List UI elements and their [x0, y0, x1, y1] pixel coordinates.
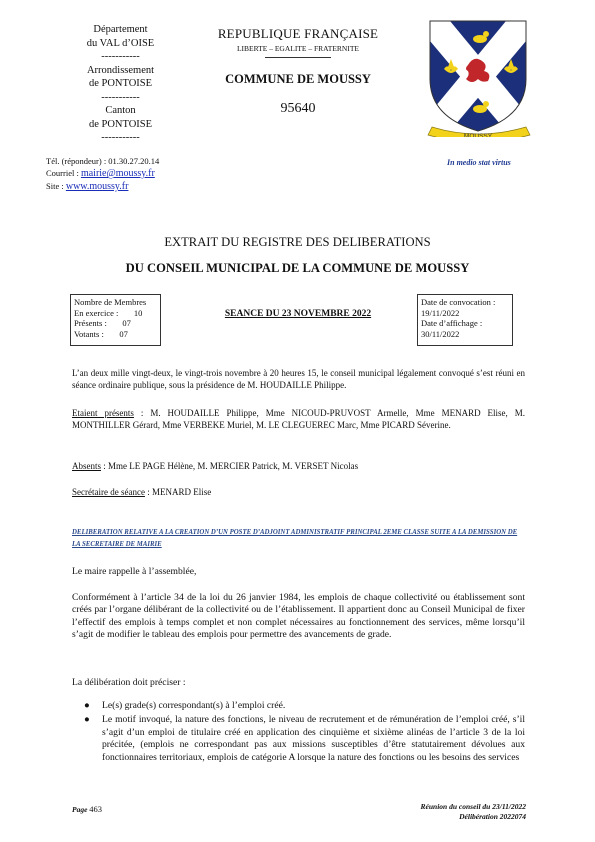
deliberation-requirements: La délibération doit préciser :	[72, 677, 186, 688]
deliberation-ref: Délibération 2022074	[459, 812, 526, 821]
republic-motto: LIBERTE – EGALITE – FRATERNITE	[236, 44, 360, 53]
republic-header	[200, 26, 396, 117]
members-label: Présents :	[74, 318, 107, 328]
dates-box	[417, 294, 513, 346]
affichage-label: Date d’affichage :	[421, 318, 483, 328]
list-item	[72, 700, 525, 712]
page-num: 463	[89, 804, 103, 814]
admin-separator: -----------	[101, 51, 140, 62]
site-label: Site :	[46, 181, 66, 191]
presents-label: Etaient présents	[72, 408, 134, 418]
convocation-date: 19/11/2022	[421, 307, 460, 318]
phone-number: Tél. (répondeur) : 01.30.27.20.14	[46, 156, 160, 166]
page-label: Page	[72, 805, 90, 814]
reunion-ref: Réunion du conseil du 23/11/2022	[420, 802, 526, 811]
secretary-paragraph	[72, 486, 525, 498]
email-link[interactable]: mairie@moussy.fr	[80, 168, 155, 179]
page-number	[72, 804, 102, 814]
affichage-date: 30/11/2022	[421, 328, 460, 339]
admin-line: Département	[93, 24, 148, 35]
members-heading: Nombre de Membres	[74, 297, 147, 307]
republic-title: REPUBLIQUE FRANÇAISE	[217, 26, 379, 41]
administrative-info	[38, 23, 203, 145]
arms-banner-text: MOUSSY	[463, 133, 493, 137]
bullet-icon: ●	[84, 700, 90, 711]
footer-reference	[330, 802, 526, 822]
conformement-paragraph: Conformément à l’article 34 de la loi du 26 janvier 1984, les emplois de chaque collectivité ou établissement sont créés par l’organe délibérant de la collectivité ou de l’établissement. Il appartient donc au Conseil Municipal de fixer l’effectif des emplois à temps complet et non complet nécessaires au fonctionnement des services, même lorsqu’il s’agit de modifier le tableau des emplois pour permettre des avancements de grade.	[72, 592, 525, 641]
list-item-text: Le(s) grade(s) correspondant(s) à l’emploi créé.	[102, 700, 286, 711]
commune-name: COMMUNE DE MOUSSY	[225, 72, 371, 86]
postal-code: 95640	[280, 101, 316, 116]
council-title: DU CONSEIL MUNICIPAL DE LA COMMUNE DE MOUSSY	[125, 261, 470, 275]
admin-line: Arrondissement	[86, 64, 155, 76]
presents-list: : M. HOUDAILLE Philippe, Mme NICOUD-PRUVOST Armelle, Mme MENARD Elise, M. MONTHILLER Gérard, Mme VERBEKE Muriel, M. LE CLEGUEREC Marc, Mme PICARD Séverine.	[72, 408, 525, 431]
register-title: EXTRAIT DU REGISTRE DES DELIBERATIONS	[164, 235, 431, 249]
maire-rappelle: Le maire rappelle à l’assemblée,	[72, 566, 197, 577]
members-row	[74, 308, 157, 319]
admin-separator: -----------	[101, 91, 140, 103]
members-value: 07	[119, 328, 128, 339]
admin-line: du VAL d’OISE	[86, 37, 155, 49]
seance-date: SEANCE DU 23 NOVEMBRE 2022	[224, 309, 372, 319]
members-value: 07	[122, 318, 131, 328]
deliberation-title: DELIBERATION RELATIVE A LA CREATION D’UN POSTE D’ADJOINT ADMINISTRATIF PRINCIPAL 2EME CLASSE SUITE A LA DEMISSION DE LA SECRETAIRE DE MAIRIE	[72, 529, 518, 548]
members-label: En exercice :	[74, 307, 119, 318]
list-item-text: Le motif invoqué, la nature des fonctions, le niveau de recrutement et de rémunération de l’emploi créé, s’il s’agit d’un emploi de titulaire créé en application des cinquième et sixième alinéas de l’article 3 de la loi précitée, (emplois ne correspondant pas aux missions susceptibles d’être statutairement dévolues aux fonctionnaires territoriaux, emplois de catégorie A lorsque la nature des fonctions ou les besoins des services	[102, 714, 525, 763]
absents-list: : Mme LE PAGE Hélène, M. MERCIER Patrick, M. VERSET Nicolas	[101, 461, 359, 471]
admin-separator: -----------	[101, 132, 140, 143]
secretary-name: : MENARD Elise	[144, 487, 212, 497]
presents-paragraph	[72, 407, 525, 431]
absents-label: Absents	[72, 461, 101, 471]
members-box	[70, 294, 161, 346]
members-row	[74, 329, 157, 340]
email-label: Courriel :	[46, 168, 81, 178]
website-link[interactable]: www.moussy.fr	[65, 181, 129, 192]
absents-paragraph	[72, 460, 525, 472]
admin-line: de PONTOISE	[88, 78, 153, 89]
divider	[265, 57, 331, 58]
contact-block	[46, 155, 159, 193]
secretary-label: Secrétaire de séance	[72, 487, 145, 497]
admin-line: Canton	[105, 105, 136, 116]
coat-of-arms-icon	[418, 17, 543, 137]
admin-line: de PONTOISE	[88, 118, 153, 130]
coat-of-arms	[418, 17, 543, 137]
requirements-list	[72, 700, 525, 766]
bullet-icon: ●	[84, 714, 90, 726]
members-label: Votants :	[74, 328, 104, 339]
members-row	[74, 318, 157, 329]
list-item	[72, 714, 525, 764]
latin-motto: In medio stat virtus	[447, 158, 511, 167]
intro-paragraph: L’an deux mille vingt-deux, le vingt-trois novembre à 20 heures 15, le conseil municipal légalement convoqué s’est réuni en séance ordinaire publique, sous la présidence de M. HOUDAILLE Philippe.	[72, 368, 525, 391]
convocation-label: Date de convocation :	[421, 297, 496, 307]
members-value: 10	[133, 307, 143, 318]
